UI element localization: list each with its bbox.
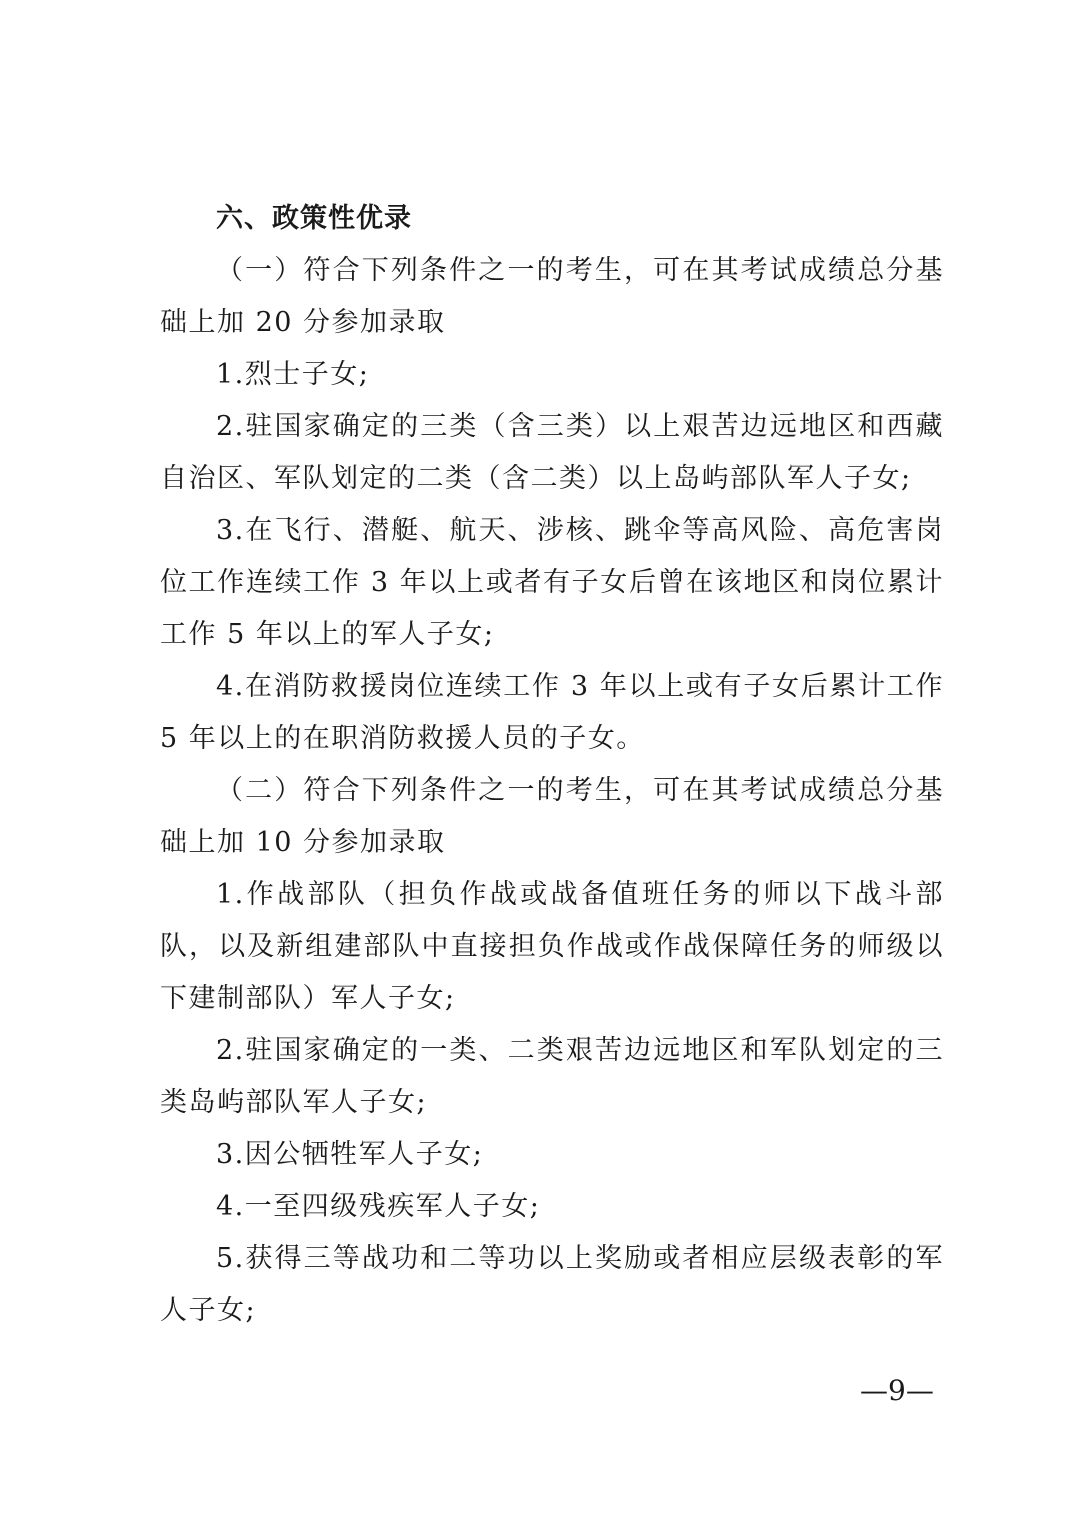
list-item: 4.一至四级残疾军人子女;	[216, 1191, 541, 1222]
list-item: 1.作战部队（担负作战或战备值班任务的师以下战斗部队，以及新组建部队中直接担负作战或作战保障任务的师级以下建制部队）军人子女;	[160, 879, 944, 1014]
subsection-heading-1: （一）符合下列条件之一的考生，可在其考试成绩总分基础上加 20 分参加录取	[160, 255, 944, 338]
list-item: 3.在飞行、潜艇、航天、涉核、跳伞等高风险、高危害岗位工作连续工作 3 年以上或者有子女后曾在该地区和岗位累计工作 5 年以上的军人子女;	[160, 515, 944, 650]
list-item: 2.驻国家确定的一类、二类艰苦边远地区和军队划定的三类岛屿部队军人子女;	[160, 1035, 944, 1118]
subsection-heading-2: （二）符合下列条件之一的考生，可在其考试成绩总分基础上加 10 分参加录取	[160, 775, 944, 858]
document-body	[160, 193, 944, 1337]
list-item: 2.驻国家确定的三类（含三类）以上艰苦边远地区和西藏自治区、军队划定的二类（含二类）以上岛屿部队军人子女;	[160, 411, 944, 494]
list-item: 4.在消防救援岗位连续工作 3 年以上或有子女后累计工作 5 年以上的在职消防救援人员的子女。	[160, 671, 944, 754]
section-heading: 六、政策性优录	[216, 203, 412, 234]
list-item: 5.获得三等战功和二等功以上奖励或者相应层级表彰的军人子女;	[160, 1243, 944, 1326]
page-number: —9—	[860, 1374, 934, 1407]
list-item: 3.因公牺牲军人子女;	[216, 1139, 484, 1170]
list-item: 1.烈士子女;	[216, 359, 370, 390]
